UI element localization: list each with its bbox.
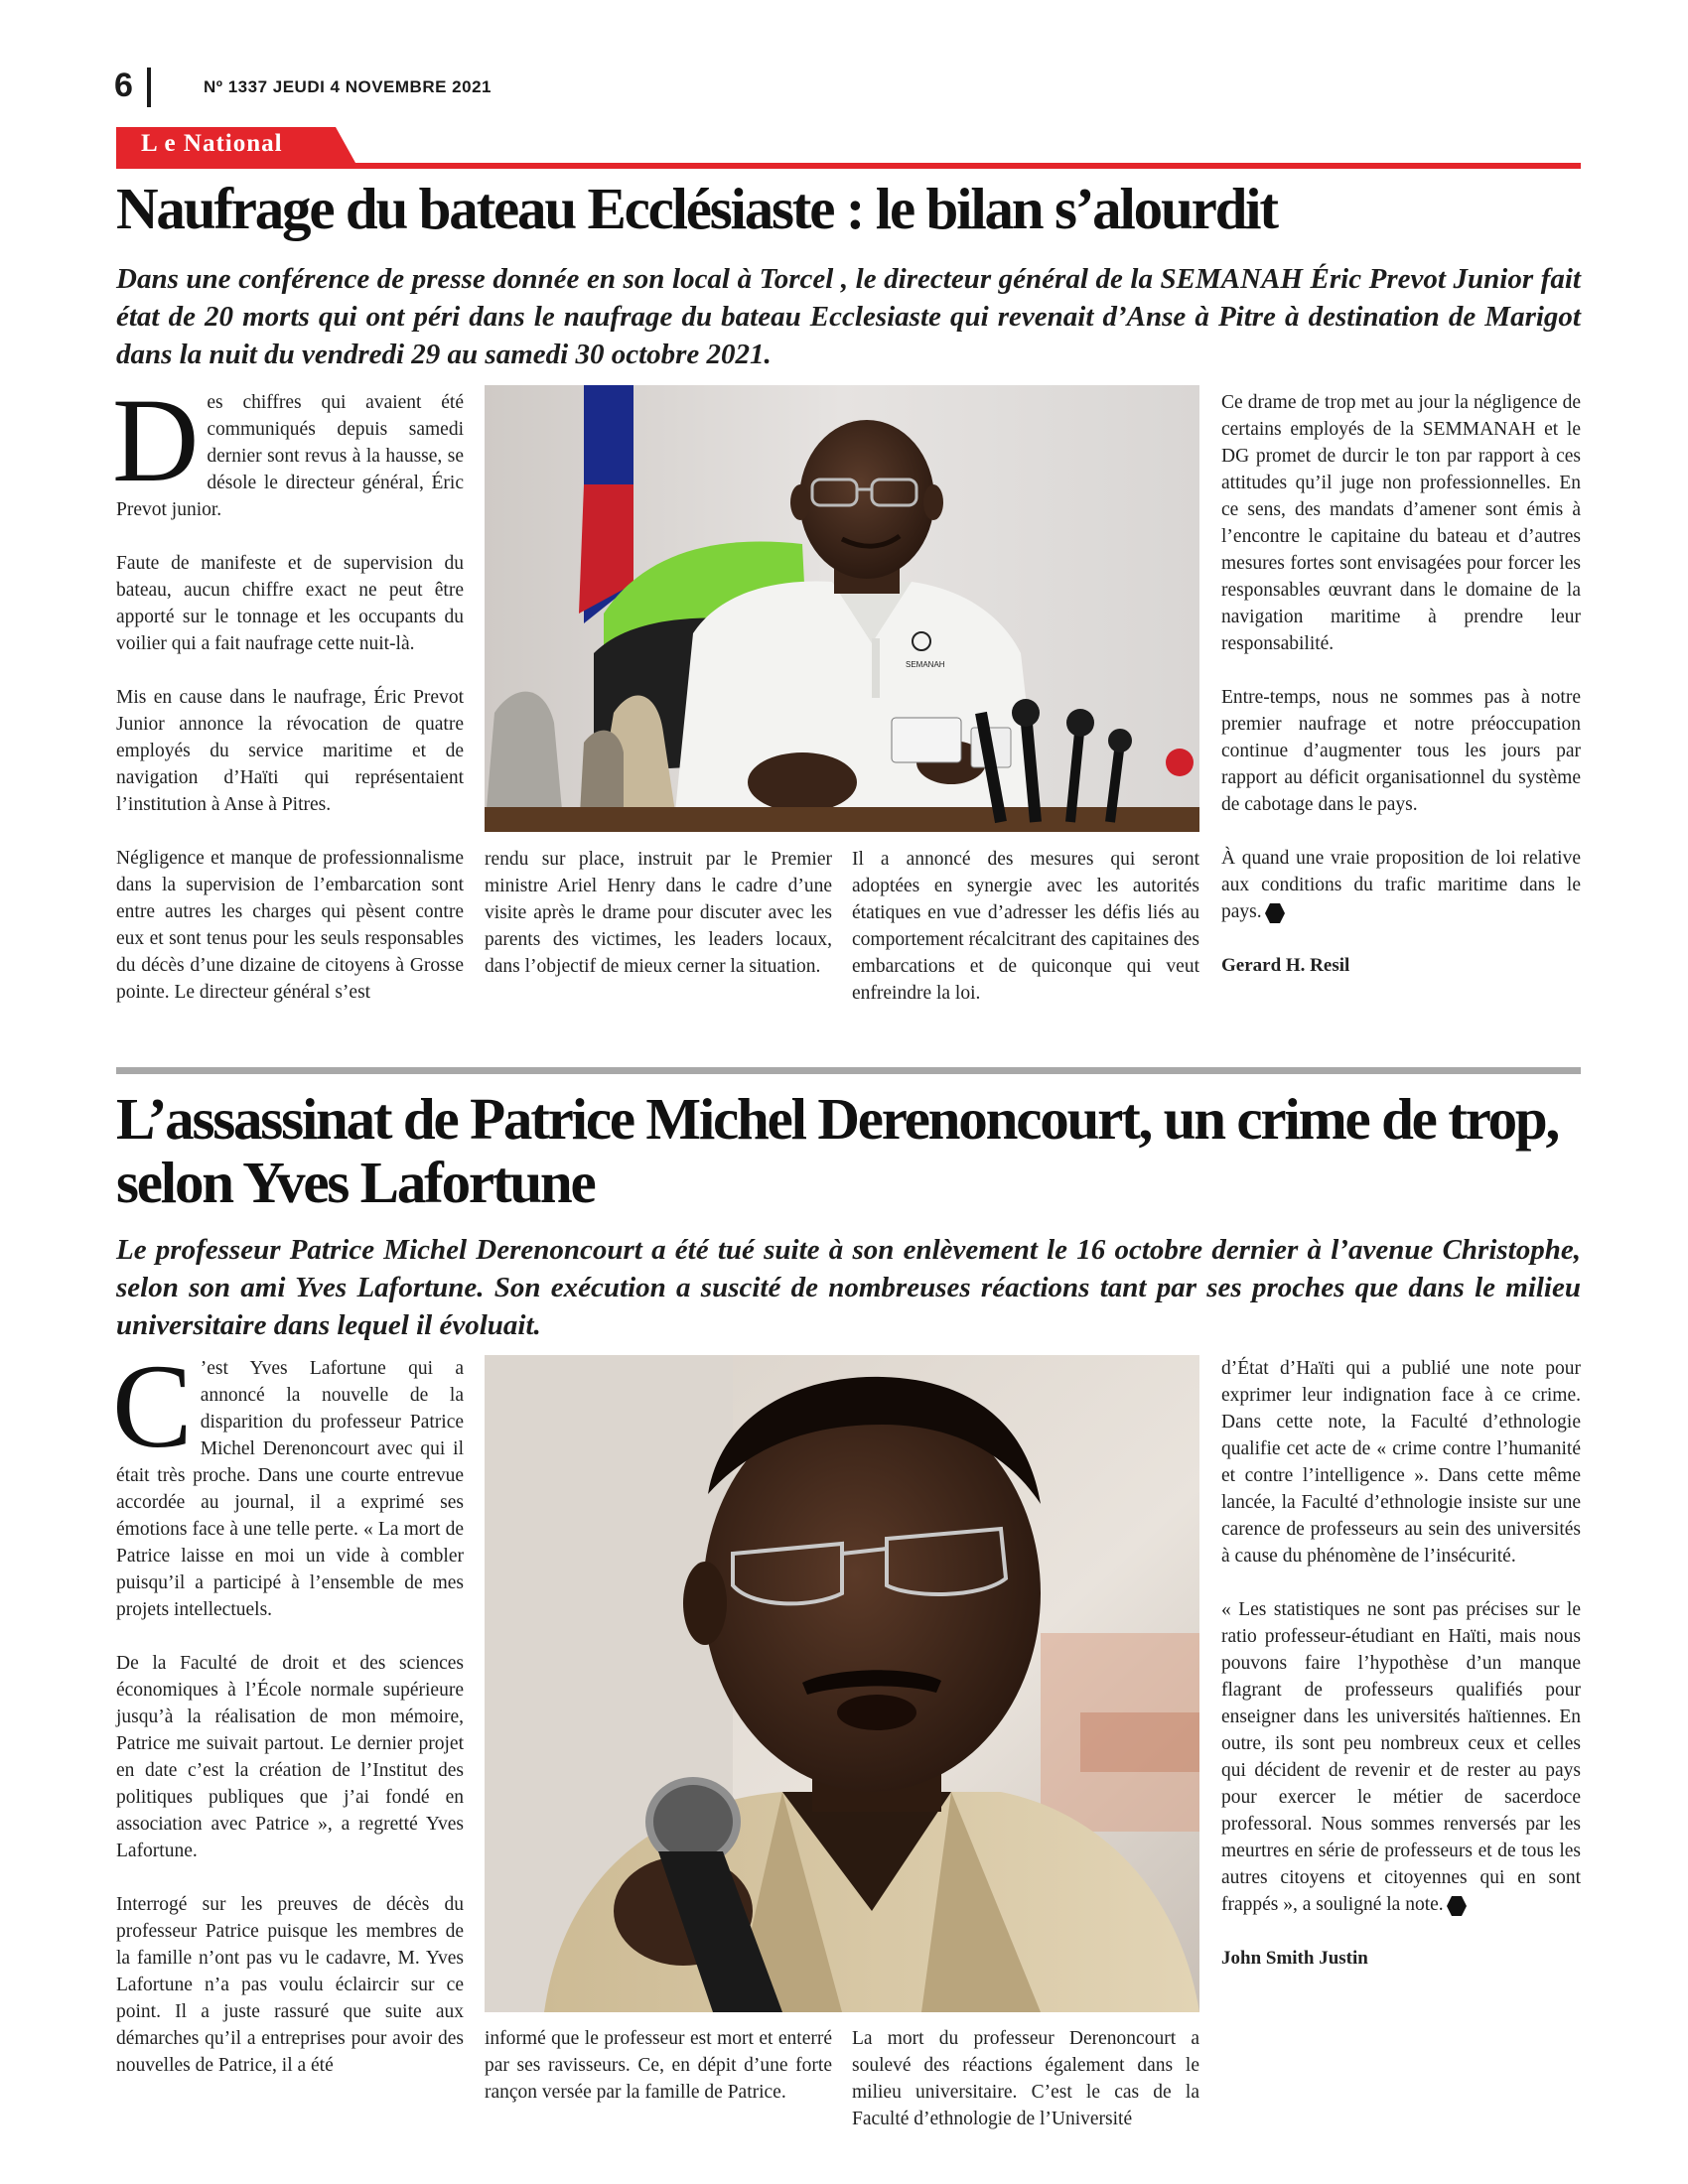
article1-column-4 bbox=[1221, 389, 1581, 979]
article1-paragraph: Ce drame de trop met au jour la négligence de certains employés de la SEMMANAH et le DG promet de durcir le ton par rapport à ces attitudes qu’il juge non professionnelles. En ce sens, des mandats d’amener sont émis à l’encontre le capitaine du bateau et d’autres mesures fortes sont envisagées pour forcer les responsables œuvrant dans le domaine de la navigation maritime à prendre leur responsabilité. bbox=[1221, 392, 1581, 654]
article2-column-1 bbox=[112, 1340, 464, 2079]
page-number: 6 bbox=[114, 67, 133, 104]
article1-signature: Gerard H. Resil bbox=[1221, 955, 1350, 976]
section-rule bbox=[116, 163, 1581, 169]
section-label-text: L e National bbox=[141, 130, 283, 157]
article-divider bbox=[116, 1067, 1581, 1074]
article1-photo bbox=[485, 385, 1199, 832]
article1-column-2 bbox=[485, 846, 832, 980]
article2-headline: L’assassinat de Patrice Michel Derenoncourt, un crime de trop, selon Yves Lafortune bbox=[116, 1086, 1559, 1215]
article2-paragraph: informé que le professeur est mort et enterré par ses ravisseurs. Ce, en dépit d’une forte rançon versée par la famille de Patrice. bbox=[485, 2028, 832, 2103]
end-mark-icon bbox=[1264, 902, 1286, 924]
article2-paragraph: Interrogé sur les preuves de décès du professeur Patrice puisque les membres de la famille n’ont pas vu le cadavre, M. Yves Lafortune n’a pas voulu éclaircir sur ce point. Il a juste rassuré que suite aux démarches qu’il a entreprises pour avoir des nouvelles de Patrice, il a été bbox=[116, 1894, 464, 2076]
article1-paragraph: es chiffres qui avaient été communiqués depuis samedi dernier sont revus à la hausse, se désole le directeur général, Éric Prevot junior. bbox=[116, 392, 464, 520]
shirt-logo-text: SEMANAH bbox=[906, 660, 945, 669]
issue-date: Nº 1337 JEUDI 4 NOVEMBRE 2021 bbox=[204, 77, 492, 96]
article1-dropcap: D bbox=[112, 374, 200, 507]
article2-column-2 bbox=[485, 2025, 832, 2106]
article1-paragraph: À quand une vraie proposition de loi relative aux conditions du trafic maritime dans le pays. bbox=[1221, 848, 1581, 922]
article2-dropcap: C bbox=[112, 1340, 193, 1473]
article2-lede: Le professeur Patrice Michel Derenoncourt a été tué suite à son enlèvement le 16 octobre dernier à l’avenue Christophe, selon son ami Yves Lafortune. Son exécution a suscité de nombreuses réactions tant par ses proches que dans le milieu universitaire dans lequel il évoluait. bbox=[116, 1234, 1581, 1341]
article1-paragraph: Il a annoncé des mesures qui seront adoptées en synergie avec les autorités étatiques en vue d’adresser les défis liés au comportement récalcitrant des capitaines des embarcations et de quiconque qui veut enfreindre la loi. bbox=[852, 849, 1199, 1004]
article2-column-4 bbox=[1221, 1355, 1581, 1972]
article2-photo bbox=[485, 1355, 1199, 2012]
end-mark-icon bbox=[1446, 1895, 1468, 1917]
article2-paragraph: De la Faculté de droit et des sciences économiques à l’École normale supérieure jusqu’à la réalisation de mon mémoire, Patrice me suivait partout. Le dernier projet en date c’est la création de l’Institut des politiques publiques que j’ai fondé en association avec Patrice », a regretté Yves Lafortune. bbox=[116, 1653, 464, 1861]
page-number-divider bbox=[147, 68, 151, 107]
article1-column-3 bbox=[852, 846, 1199, 1007]
section-label bbox=[116, 127, 355, 163]
article1-paragraph: Entre-temps, nous ne sommes pas à notre premier naufrage et notre préoccupation continue d’augmenter tous les jours par rapport au déficit organisationnel du système de cabotage dans le pays. bbox=[1221, 687, 1581, 815]
article1-column-1 bbox=[112, 374, 464, 1006]
article1-headline: Naufrage du bateau Ecclésiaste : le bilan s’alourdit bbox=[116, 176, 1277, 241]
article1-paragraph: Faute de manifeste et de supervision du bateau, aucun chiffre exact ne peut être apporté sur le tonnage et les occupants du voilier qui a fait naufrage cette nuit-là. bbox=[116, 553, 464, 654]
article2-column-3 bbox=[852, 2025, 1199, 2132]
article2-paragraph: d’État d’Haïti qui a publié une note pour exprimer leur indignation face à ce crime. Dans cette note, la Faculté d’ethnologie qualifie cet acte de « crime contre l’humanité et contre l’intelligence ». Dans cette même lancée, la Faculté d’ethnologie insiste sur une carence de professeurs au sein des universités à cause du phénomène de l’insécurité. bbox=[1221, 1358, 1581, 1567]
article1-paragraph: Mis en cause dans le naufrage, Éric Prevot Junior annonce la révocation de quatre employés du service maritime et de navigation d’Haïti qui représentaient l’institution à Anse à Pitres. bbox=[116, 687, 464, 815]
article2-paragraph: ’est Yves Lafortune qui a annoncé la nouvelle de la disparition du professeur Patrice Michel Derenoncourt avec qui il était très proche. Dans une courte entrevue accordée au journal, il a exprimé ses émotions face à une telle perte. « La mort de Patrice laisse en moi un vide à combler puisqu’il a participé à l’ensemble de mes projets intellectuels. bbox=[116, 1358, 464, 1620]
article1-paragraph: rendu sur place, instruit par le Premier ministre Ariel Henry dans le cadre d’une visite après le drame pour discuter avec les parents des victimes, les leaders locaux, dans l’objectif de mieux cerner la situation. bbox=[485, 849, 832, 977]
article2-paragraph: La mort du professeur Derenoncourt a soulevé des réactions également dans le milieu universitaire. C’est le cas de la Faculté d’ethnologie de l’Université bbox=[852, 2028, 1199, 2129]
article2-paragraph: « Les statistiques ne sont pas précises sur le ratio professeur-étudiant en Haïti, mais nous pouvons faire l’hypothèse d’un manque flagrant de professeurs qualifiés pour enseigner dans les universités haïtiennes. En outre, ils sont peu nombreux ceux et celles qui décident de revenir et de rester au pays pour exercer le métier de sacerdoce professoral. Nous sommes renversés par les meurtres en série de professeurs et de tous les autres citoyens et citoyennes qui en sont frappés », a souligné la note. bbox=[1221, 1599, 1581, 1915]
article1-lede: Dans une conférence de presse donnée en son local à Torcel , le directeur général de la SEMANAH Éric Prevot Junior fait état de 20 morts qui ont péri dans le naufrage du bateau Ecclesiaste qui revenait d’Anse à Pitre à destination de Marigot dans la nuit du vendredi 29 au samedi 30 octobre 2021. bbox=[116, 263, 1581, 370]
article1-paragraph: Négligence et manque de professionnalisme dans la supervision de l’embarcation sont entre autres les charges qui pèsent contre eux et sont tenus pour les seuls responsables du décès d’une dizaine de citoyens à Grosse pointe. Le directeur général s’est bbox=[116, 848, 464, 1003]
article2-signature: John Smith Justin bbox=[1221, 1948, 1368, 1969]
